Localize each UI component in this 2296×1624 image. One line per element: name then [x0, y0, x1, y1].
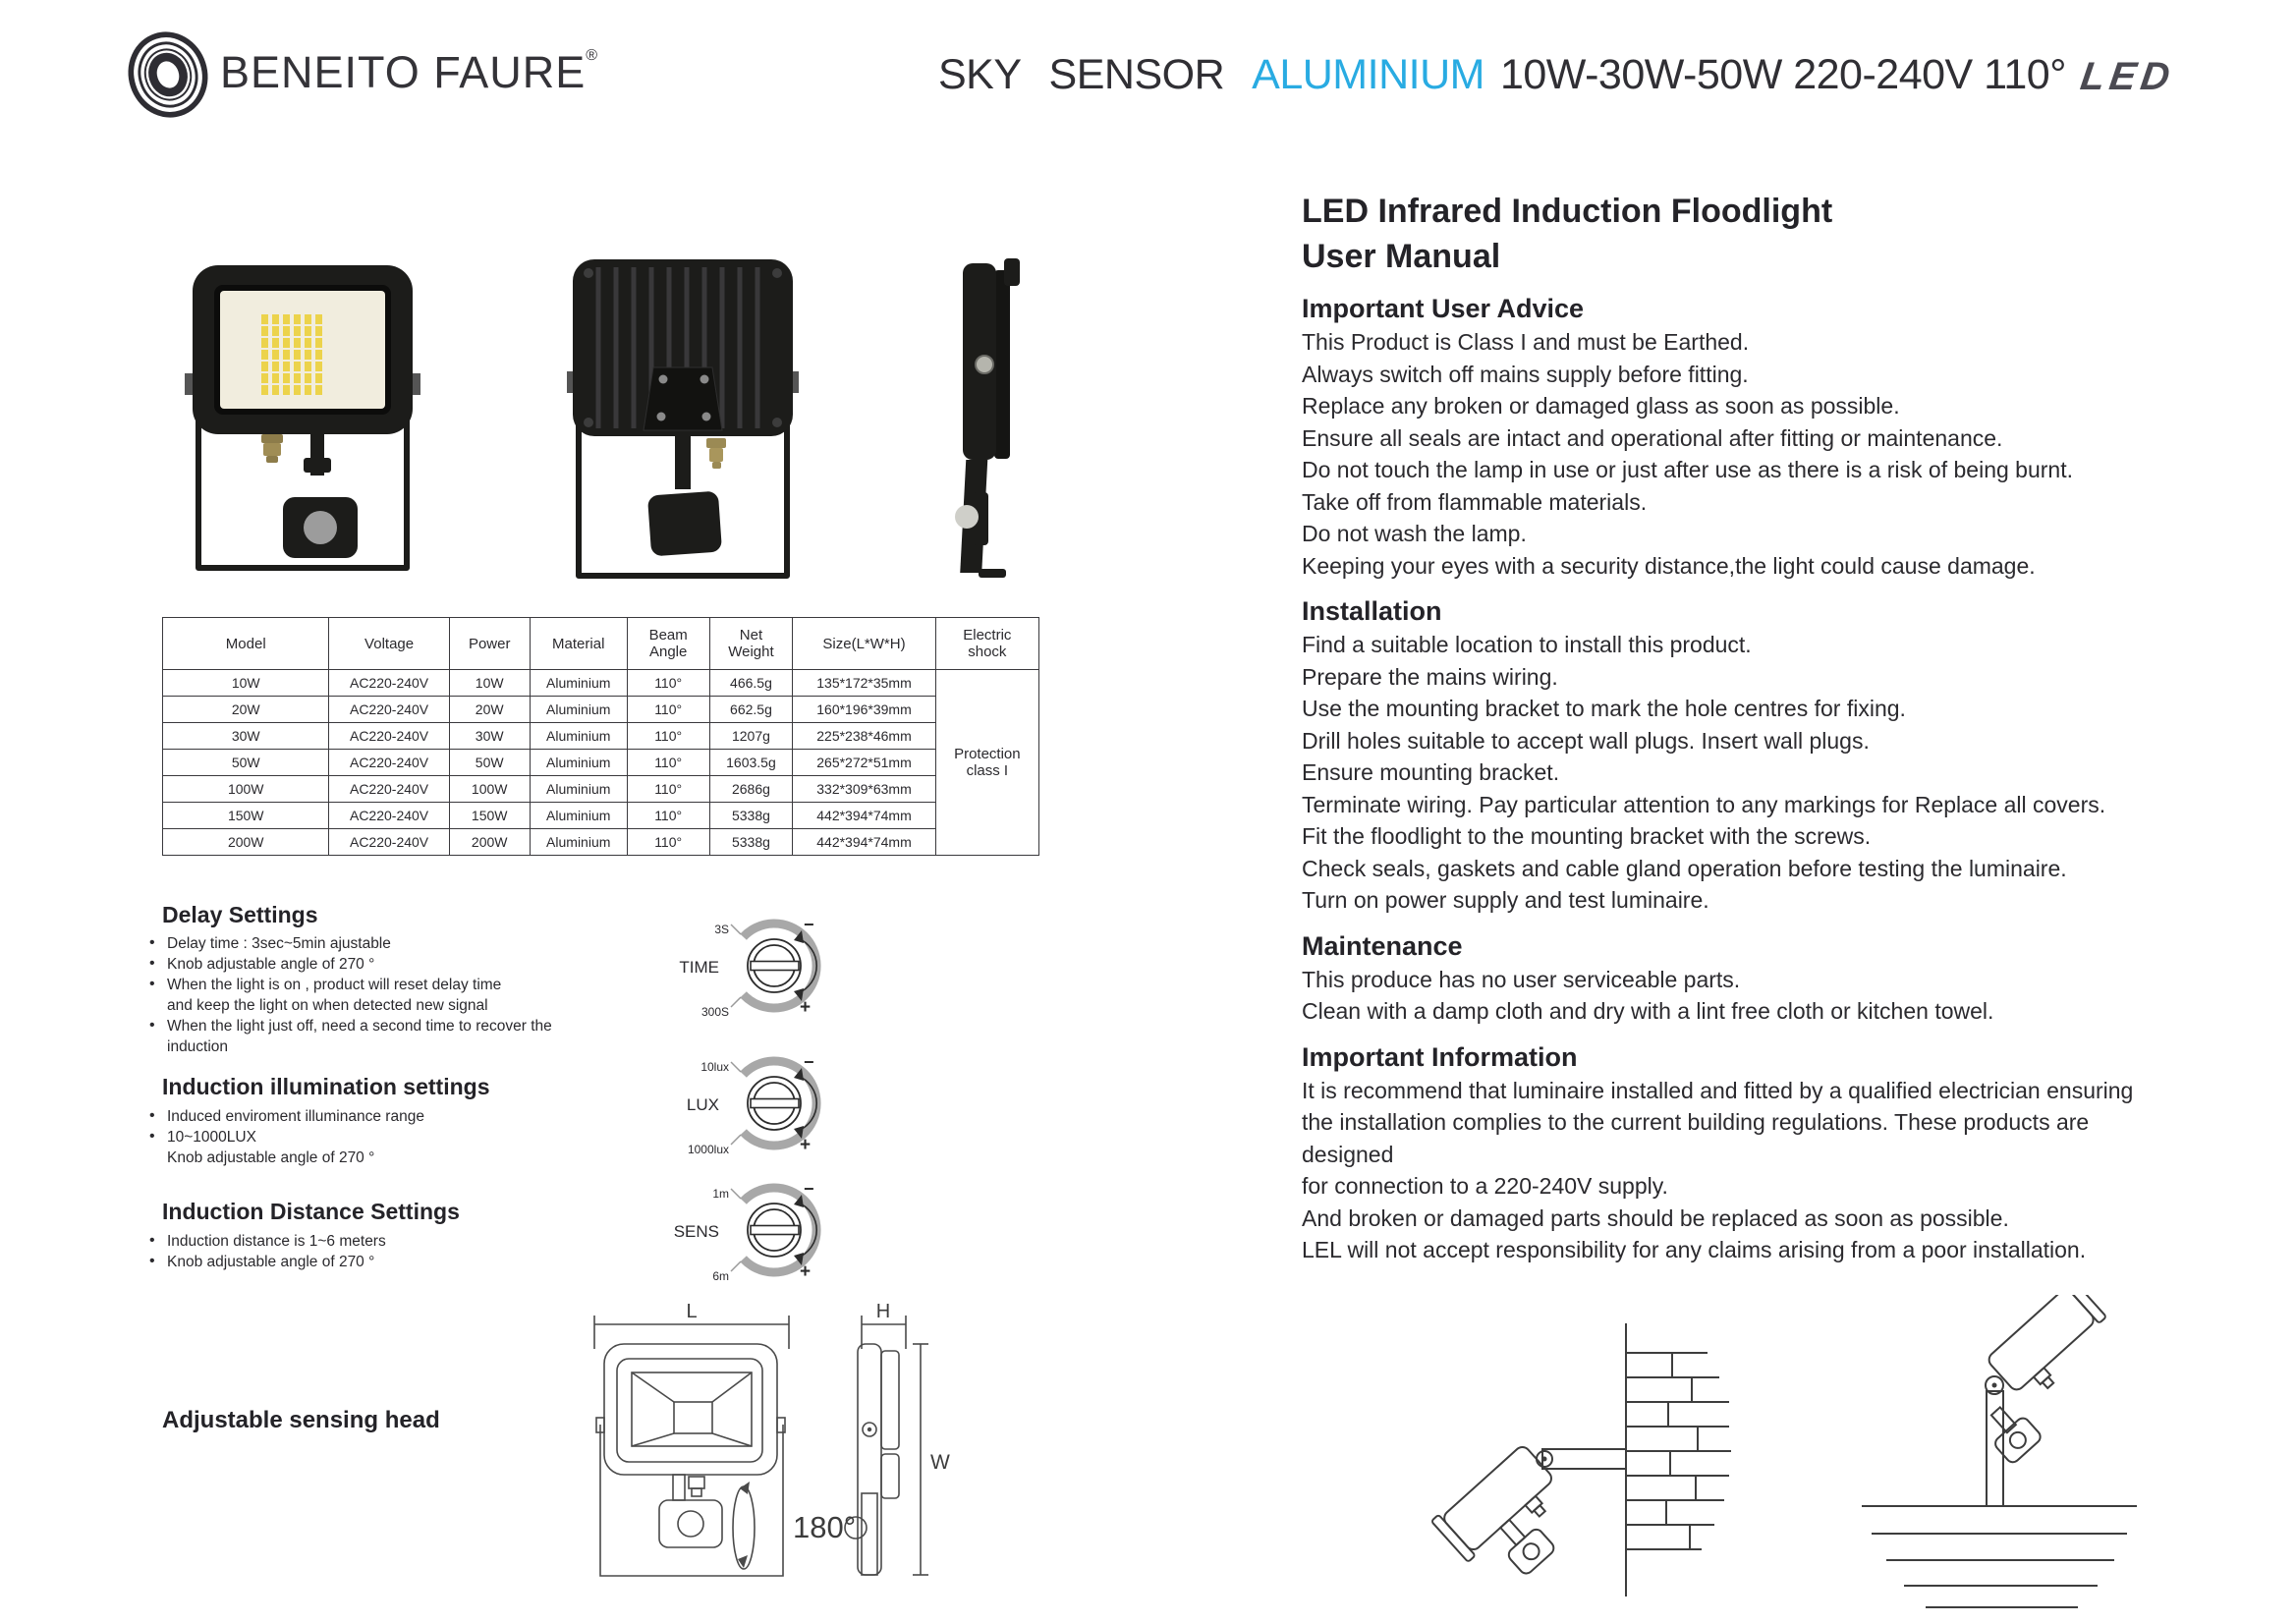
- title-sky: SKY: [938, 51, 1022, 98]
- col-model: Model: [163, 618, 329, 670]
- knob-min-label: 1m: [712, 1187, 729, 1201]
- manual-line: Use the mounting bracket to mark the hole centres for fixing.: [1302, 696, 1906, 721]
- manual-line: Take off from flammable materials.: [1302, 488, 1648, 515]
- manual-line: It is recommend that luminaire installed and fitted by a qualified electrician ensuring: [1302, 1077, 2134, 1103]
- dim-h-label: H: [875, 1301, 891, 1322]
- table-row: 50W AC220-240V 50W Aluminium 110° 1603.5g 265*272*51mm: [163, 750, 1039, 776]
- list-item: • Induced enviroment illuminance range: [147, 1106, 639, 1127]
- manual-line: the installation complies to the current building regulations. These products are: [1302, 1109, 2090, 1135]
- manual-line: Replace any broken or damaged glass as soon as possible.: [1302, 393, 1900, 419]
- side-view-photo: [945, 258, 1029, 583]
- manual-title-line2: User Manual: [1302, 238, 1501, 275]
- page-title: [938, 51, 2066, 99]
- led-logo: LED: [2077, 55, 2178, 98]
- manual-line: Ensure all seals are intact and operational after fitting or maintenance.: [1302, 424, 2003, 451]
- section-heading-installation: Installation: [1302, 596, 1442, 626]
- plus-indicator: +: [800, 1261, 812, 1282]
- mounting-plate: [644, 367, 722, 430]
- knob-label: TIME: [679, 958, 719, 977]
- lux-knob-diagram: [637, 1041, 853, 1165]
- title-sensor: SENSOR: [1048, 51, 1225, 98]
- distance-settings-list: [147, 1231, 639, 1272]
- ground-mount-illustration: [1847, 1295, 2152, 1619]
- sensing-head-title: Adjustable sensing head: [162, 1407, 440, 1433]
- delay-settings-title: Delay Settings: [162, 902, 318, 927]
- distance-settings-title: Induction Distance Settings: [162, 1199, 460, 1224]
- col-power: Power: [449, 618, 530, 670]
- list-item: • When the light is on , product will reset delay time and keep the light on when detected new signal: [147, 975, 639, 1016]
- brand-name: BENEITO FAURE®: [220, 47, 599, 97]
- table-row: 150W AC220-240V 150W Aluminium 110° 5338g 442*394*74mm: [163, 803, 1039, 829]
- table-row: 20W AC220-240V 20W Aluminium 110° 662.5g 160*196*39mm: [163, 697, 1039, 723]
- knob-slot: [751, 1226, 799, 1235]
- title-specs: 10W-30W-50W 220-240V 110°: [1499, 51, 2066, 98]
- dim-l-label: L: [686, 1301, 698, 1322]
- section-heading-information: Important Information: [1302, 1041, 1578, 1072]
- knob-min-label: 10lux: [700, 1060, 729, 1074]
- sens-knob-diagram: [637, 1168, 853, 1292]
- registered-mark: ®: [586, 47, 599, 64]
- manual-line: Do not wash the lamp.: [1302, 521, 1527, 546]
- manual-line: And broken or damaged parts should be replaced as soon as possible.: [1302, 1204, 2009, 1231]
- col-voltage: Voltage: [329, 618, 449, 670]
- list-item: • When the light just off, need a second time to recover the induction: [147, 1016, 639, 1057]
- knob-slot: [751, 1099, 799, 1108]
- section-heading-maintenance: Maintenance: [1302, 930, 1463, 961]
- delay-settings-list: [147, 933, 639, 1057]
- table-row: 10W AC220-240V 10W Aluminium 110° 466.5g 135*172*35mm Protection class I: [163, 670, 1039, 697]
- manual-line: Prepare the mains wiring.: [1302, 663, 1558, 690]
- manual-line: LEL will not accept responsibility for any claims arising from a poor installation.: [1302, 1237, 2087, 1262]
- col-material: Material: [530, 618, 627, 670]
- manual-line: Check seals, gaskets and cable gland operation before testing the luminaire.: [1302, 855, 2067, 881]
- col-net-weight: Net Weight: [709, 618, 793, 670]
- knob-label: LUX: [686, 1095, 719, 1114]
- list-item: • Induction distance is 1~6 meters: [147, 1231, 639, 1252]
- manual-line: Ensure mounting bracket.: [1302, 759, 1560, 785]
- manual-line: Fit the floodlight to the mounting bracket with the screws.: [1302, 823, 1872, 849]
- manual-line: Keeping your eyes with a security distance,the light could cause damage.: [1302, 552, 2036, 579]
- front-view-photo: [185, 257, 420, 582]
- wall-mount-illustration: [1425, 1302, 1739, 1611]
- plus-indicator: +: [800, 1135, 812, 1155]
- manual-line: This Product is Class I and must be Earthed.: [1302, 329, 1750, 355]
- dim-w-label: W: [930, 1451, 950, 1474]
- knob-label: SENS: [673, 1222, 719, 1241]
- minus-indicator: −: [804, 1179, 814, 1199]
- plus-indicator: +: [800, 997, 812, 1018]
- spec-table: [162, 617, 1039, 856]
- knob-min-label: 3S: [714, 923, 729, 936]
- knob-max-label: 300S: [700, 1005, 729, 1019]
- manual-line: Terminate wiring. Pay particular attention to any markings for Replace all covers.: [1302, 791, 2106, 817]
- rotation-angle-label: 180°: [793, 1510, 857, 1544]
- dimension-drawing: [575, 1292, 1027, 1621]
- manual-line: Do not touch the lamp in use or just after use as there is a risk of being burnt.: [1302, 457, 2073, 482]
- illumination-settings-title: Induction illumination settings: [162, 1074, 490, 1099]
- knob-max-label: 1000lux: [687, 1143, 729, 1156]
- manual-line: This produce has no user serviceable parts.: [1302, 966, 1741, 992]
- brand-logo-icon: [126, 29, 210, 120]
- manual-line: Find a suitable location to install this product.: [1302, 632, 1752, 657]
- minus-indicator: −: [804, 915, 814, 934]
- col-electric-shock: Electric shock: [935, 618, 1038, 670]
- cable-gland: [706, 438, 726, 469]
- knob-max-label: 6m: [712, 1269, 729, 1283]
- table-row: 100W AC220-240V 100W Aluminium 110° 2686g 332*309*63mm: [163, 776, 1039, 803]
- time-knob-diagram: [637, 904, 853, 1028]
- title-aluminium: ALUMINIUM: [1252, 51, 1484, 98]
- illumination-settings-list: [147, 1106, 639, 1168]
- manual-line: Always switch off mains supply before fitting.: [1302, 361, 1749, 387]
- manual-line: Turn on power supply and test luminaire.: [1302, 887, 1709, 913]
- minus-indicator: −: [804, 1052, 814, 1072]
- protection-class-cell: Protection class I: [935, 670, 1038, 856]
- col-beam-angle: Beam Angle: [627, 618, 709, 670]
- table-row: 30W AC220-240V 30W Aluminium 110° 1207g 225*238*46mm: [163, 723, 1039, 750]
- list-item: • Knob adjustable angle of 270 °: [147, 954, 639, 975]
- list-item: • 10~1000LUX Knob adjustable angle of 270 °: [147, 1127, 639, 1168]
- section-heading-advice: Important User Advice: [1302, 294, 1585, 323]
- manual-title-line1: LED Infrared Induction Floodlight: [1302, 193, 1833, 230]
- back-view-photo: [565, 253, 801, 588]
- table-row: 200W AC220-240V 200W Aluminium 110° 5338g 442*394*74mm: [163, 829, 1039, 856]
- cable-gland: [261, 434, 283, 463]
- user-manual: [1302, 189, 2235, 1266]
- knob-slot: [751, 962, 799, 971]
- col-size: Size(L*W*H): [793, 618, 935, 670]
- manual-line: designed: [1302, 1141, 1394, 1167]
- manual-line: for connection to a 220-240V supply.: [1302, 1173, 1668, 1199]
- table-header-row: [163, 618, 1039, 670]
- manual-line: Drill holes suitable to accept wall plugs. Insert wall plugs.: [1302, 727, 1870, 754]
- list-item: • Knob adjustable angle of 270 °: [147, 1252, 639, 1272]
- list-item: • Delay time : 3sec~5min ajustable: [147, 933, 639, 954]
- pir-sensor-back: [647, 491, 722, 557]
- manual-line: Clean with a damp cloth and dry with a lint free cloth or kitchen towel.: [1302, 998, 1994, 1024]
